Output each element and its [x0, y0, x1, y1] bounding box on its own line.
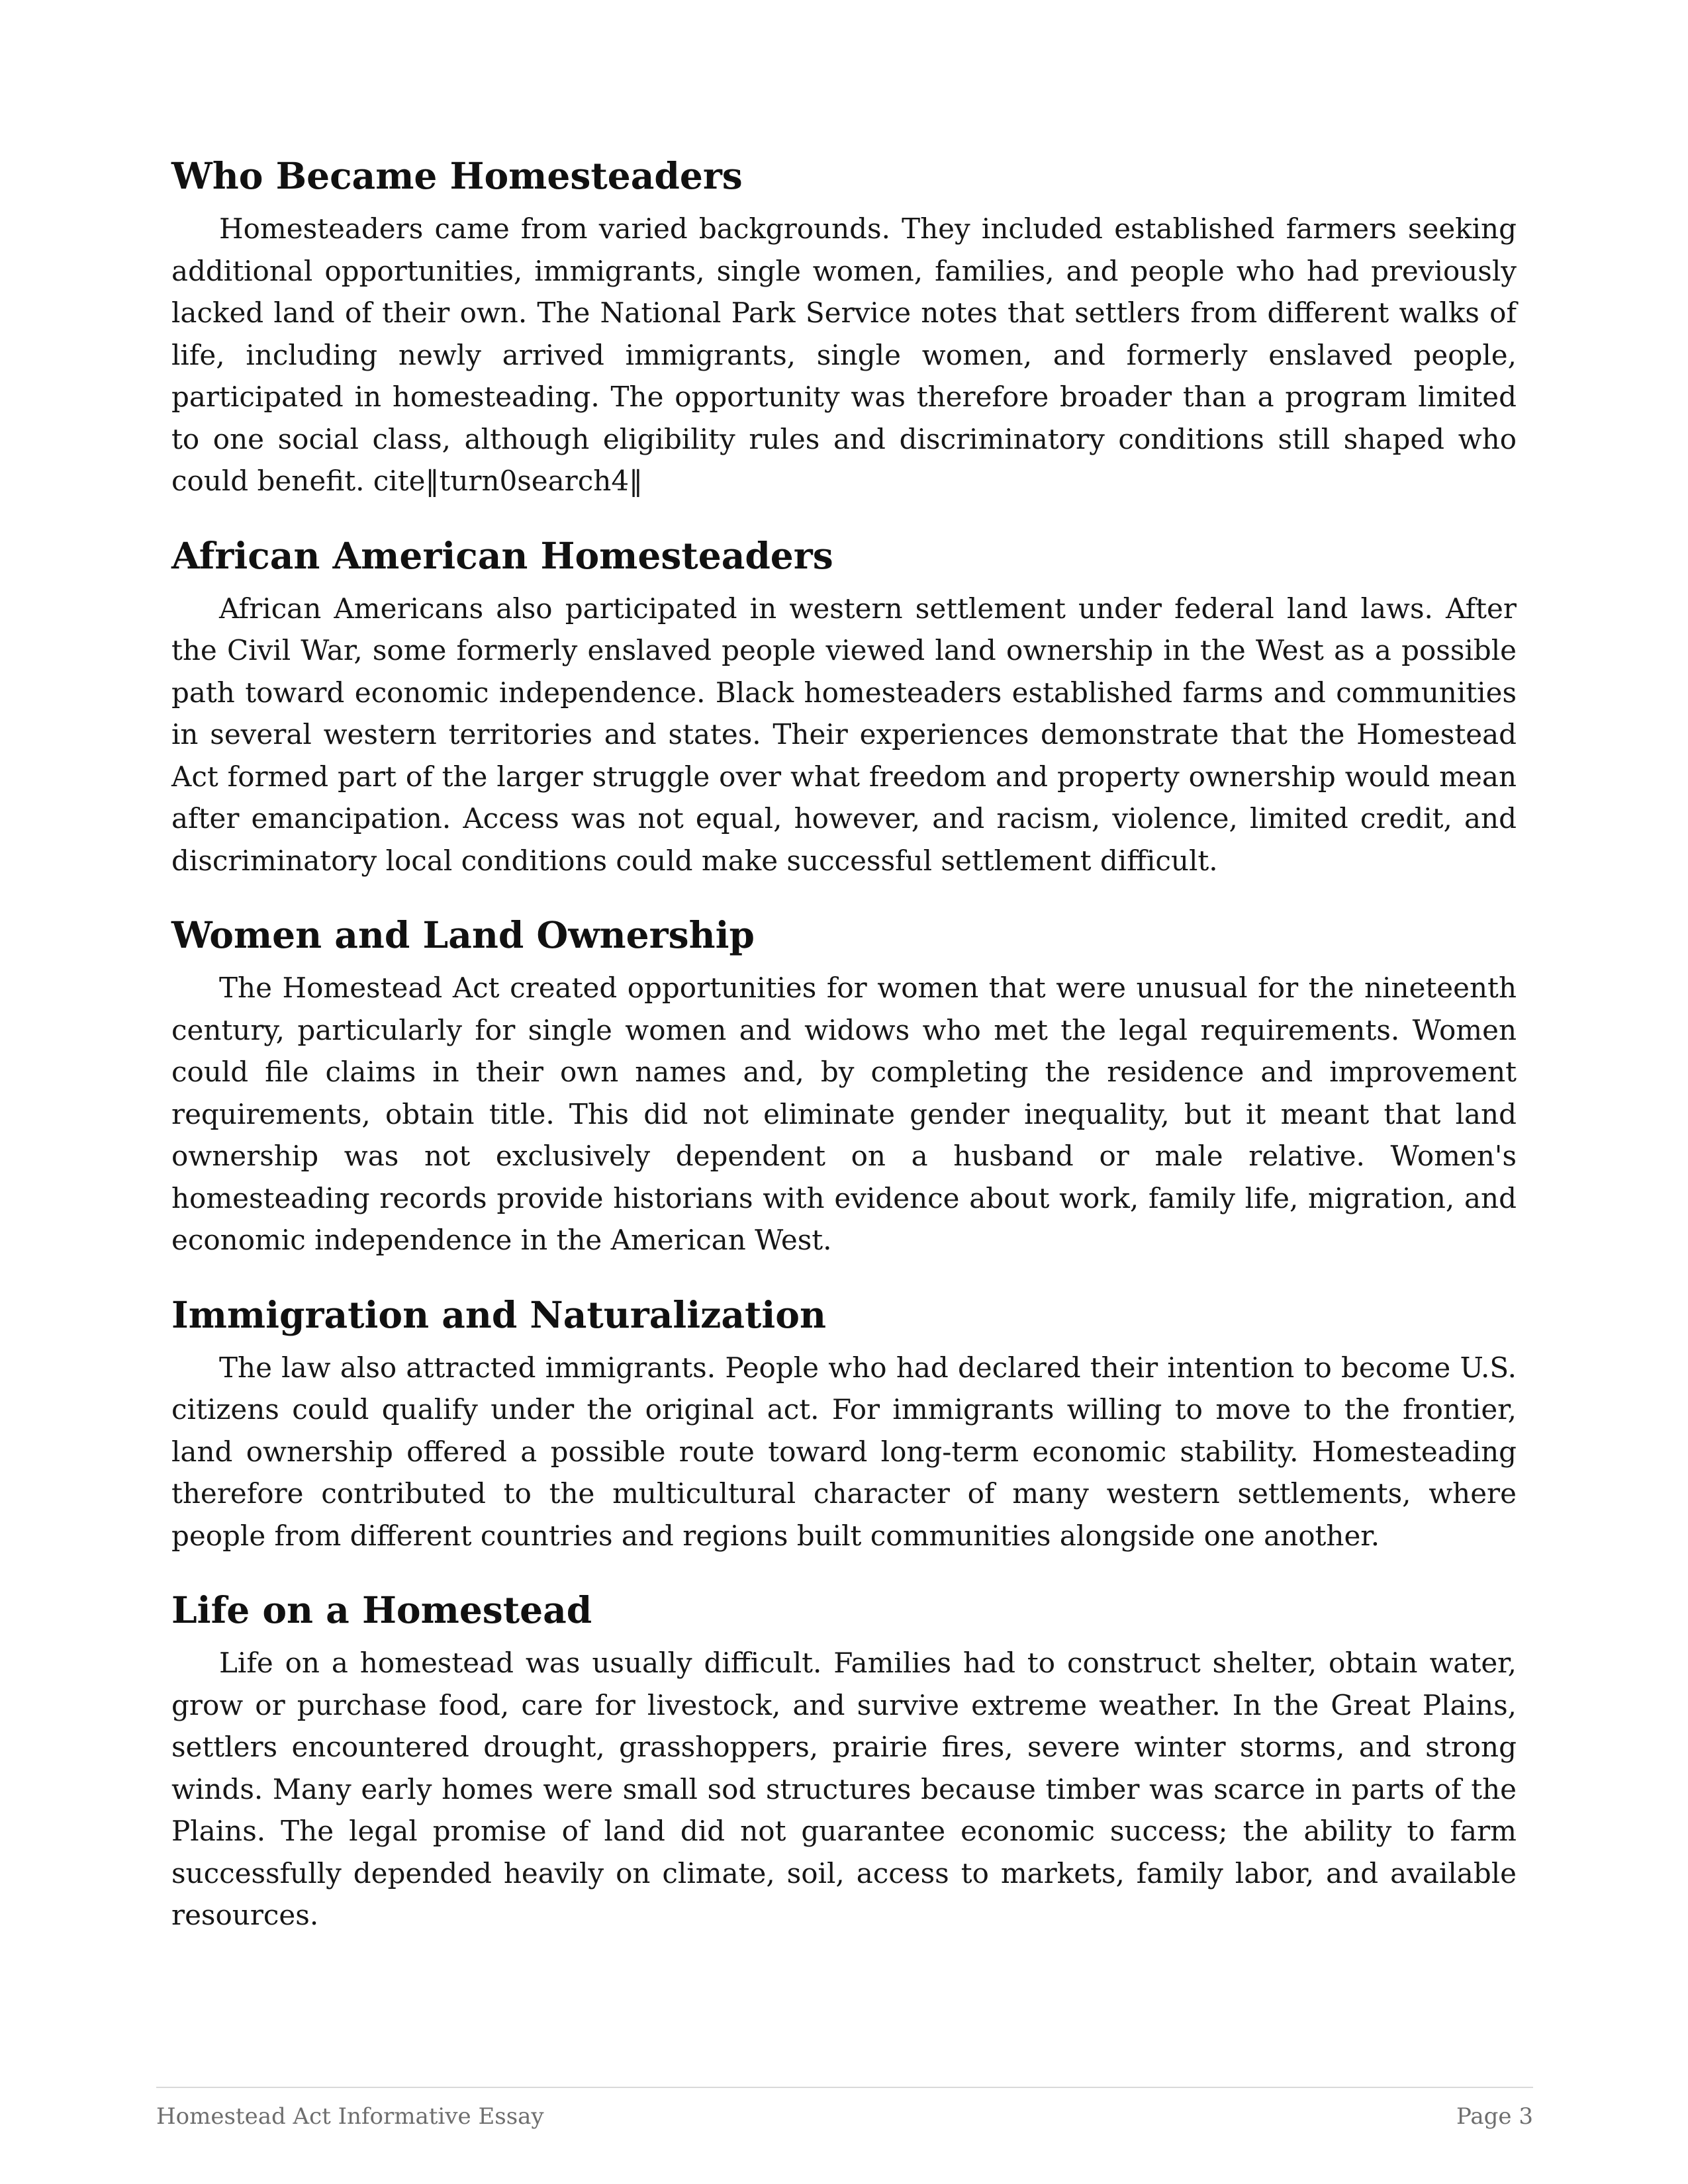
section-heading: Life on a Homestead	[171, 1588, 592, 1631]
section-african-american-homesteaders	[171, 533, 1517, 882]
section-paragraph: Homesteaders came from varied backgrounds. They included established farmers seeking additional opportunities, immigrants, single women, families, and people who had previously lacked land of their own. The National Park Service notes that settlers from different walks of life, including newly arrived immigrants, single women, and formerly enslaved people, participated in homesteading. The opportunity was therefore broader than a program limited to one social class, although eligibility rules and discriminatory conditions still shaped who could benefit. cite‖turn0search4‖	[171, 212, 1517, 497]
section-women-and-land-ownership	[171, 913, 1517, 1261]
section-paragraph: The Homestead Act created opportunities for women that were unusual for the nineteenth century, particularly for single women and widows who met the legal requirements. Women could file claims in their own names and, by completing the residence and improvement requirements, obtain title. This did not eliminate gender inequality, but it meant that land ownership was not exclusively dependent on a husband or male relative. Women's homesteading records provide historians with evidence about work, family life, migration, and economic independence in the American West.	[171, 972, 1517, 1256]
section-heading: Women and Land Ownership	[171, 913, 755, 956]
section-heading: African American Homesteaders	[171, 533, 833, 577]
footer-page-number: Page 3	[1456, 2103, 1533, 2130]
section-paragraph: Life on a homestead was usually difficult. Families had to construct shelter, obtain water, grow or purchase food, care for livestock, and survive extreme weather. In the Great Plains, settlers encountered drought, grasshoppers, prairie fires, severe winter storms, and strong winds. Many early homes were small sod structures because timber was scarce in parts of the Plains. The legal promise of land did not guarantee economic success; the ability to farm successfully depended heavily on climate, soil, access to markets, family labor, and available resources.	[171, 1647, 1517, 1931]
section-paragraph: African Americans also participated in western settlement under federal land laws. After the Civil War, some formerly enslaved people viewed land ownership in the West as a possible path toward economic independence. Black homesteaders established farms and communities in several western territories and states. Their experiences demonstrate that the Homestead Act formed part of the larger struggle over what freedom and property ownership would mean after emancipation. Access was not equal, however, and racism, violence, limited credit, and discriminatory local conditions could make successful settlement difficult.	[171, 592, 1517, 877]
section-immigration-and-naturalization	[171, 1293, 1517, 1557]
section-paragraph: The law also attracted immigrants. People who had declared their intention to become U.S. citizens could qualify under the original act. For immigrants willing to move to the frontier, land ownership offered a possible route toward long-term economic stability. Homesteading therefore contributed to the multicultural character of many western settlements, where people from different countries and regions built communities alongside one another.	[171, 1351, 1517, 1552]
section-heading: Who Became Homesteaders	[171, 154, 743, 197]
section-life-on-a-homestead	[171, 1588, 1517, 1936]
footer-divider	[156, 2087, 1533, 2088]
page-footer	[156, 2103, 1533, 2136]
section-who-became-homesteaders	[171, 154, 1517, 502]
section-heading: Immigration and Naturalization	[171, 1293, 826, 1336]
page-content	[171, 154, 1517, 1968]
footer-document-title: Homestead Act Informative Essay	[156, 2103, 544, 2130]
